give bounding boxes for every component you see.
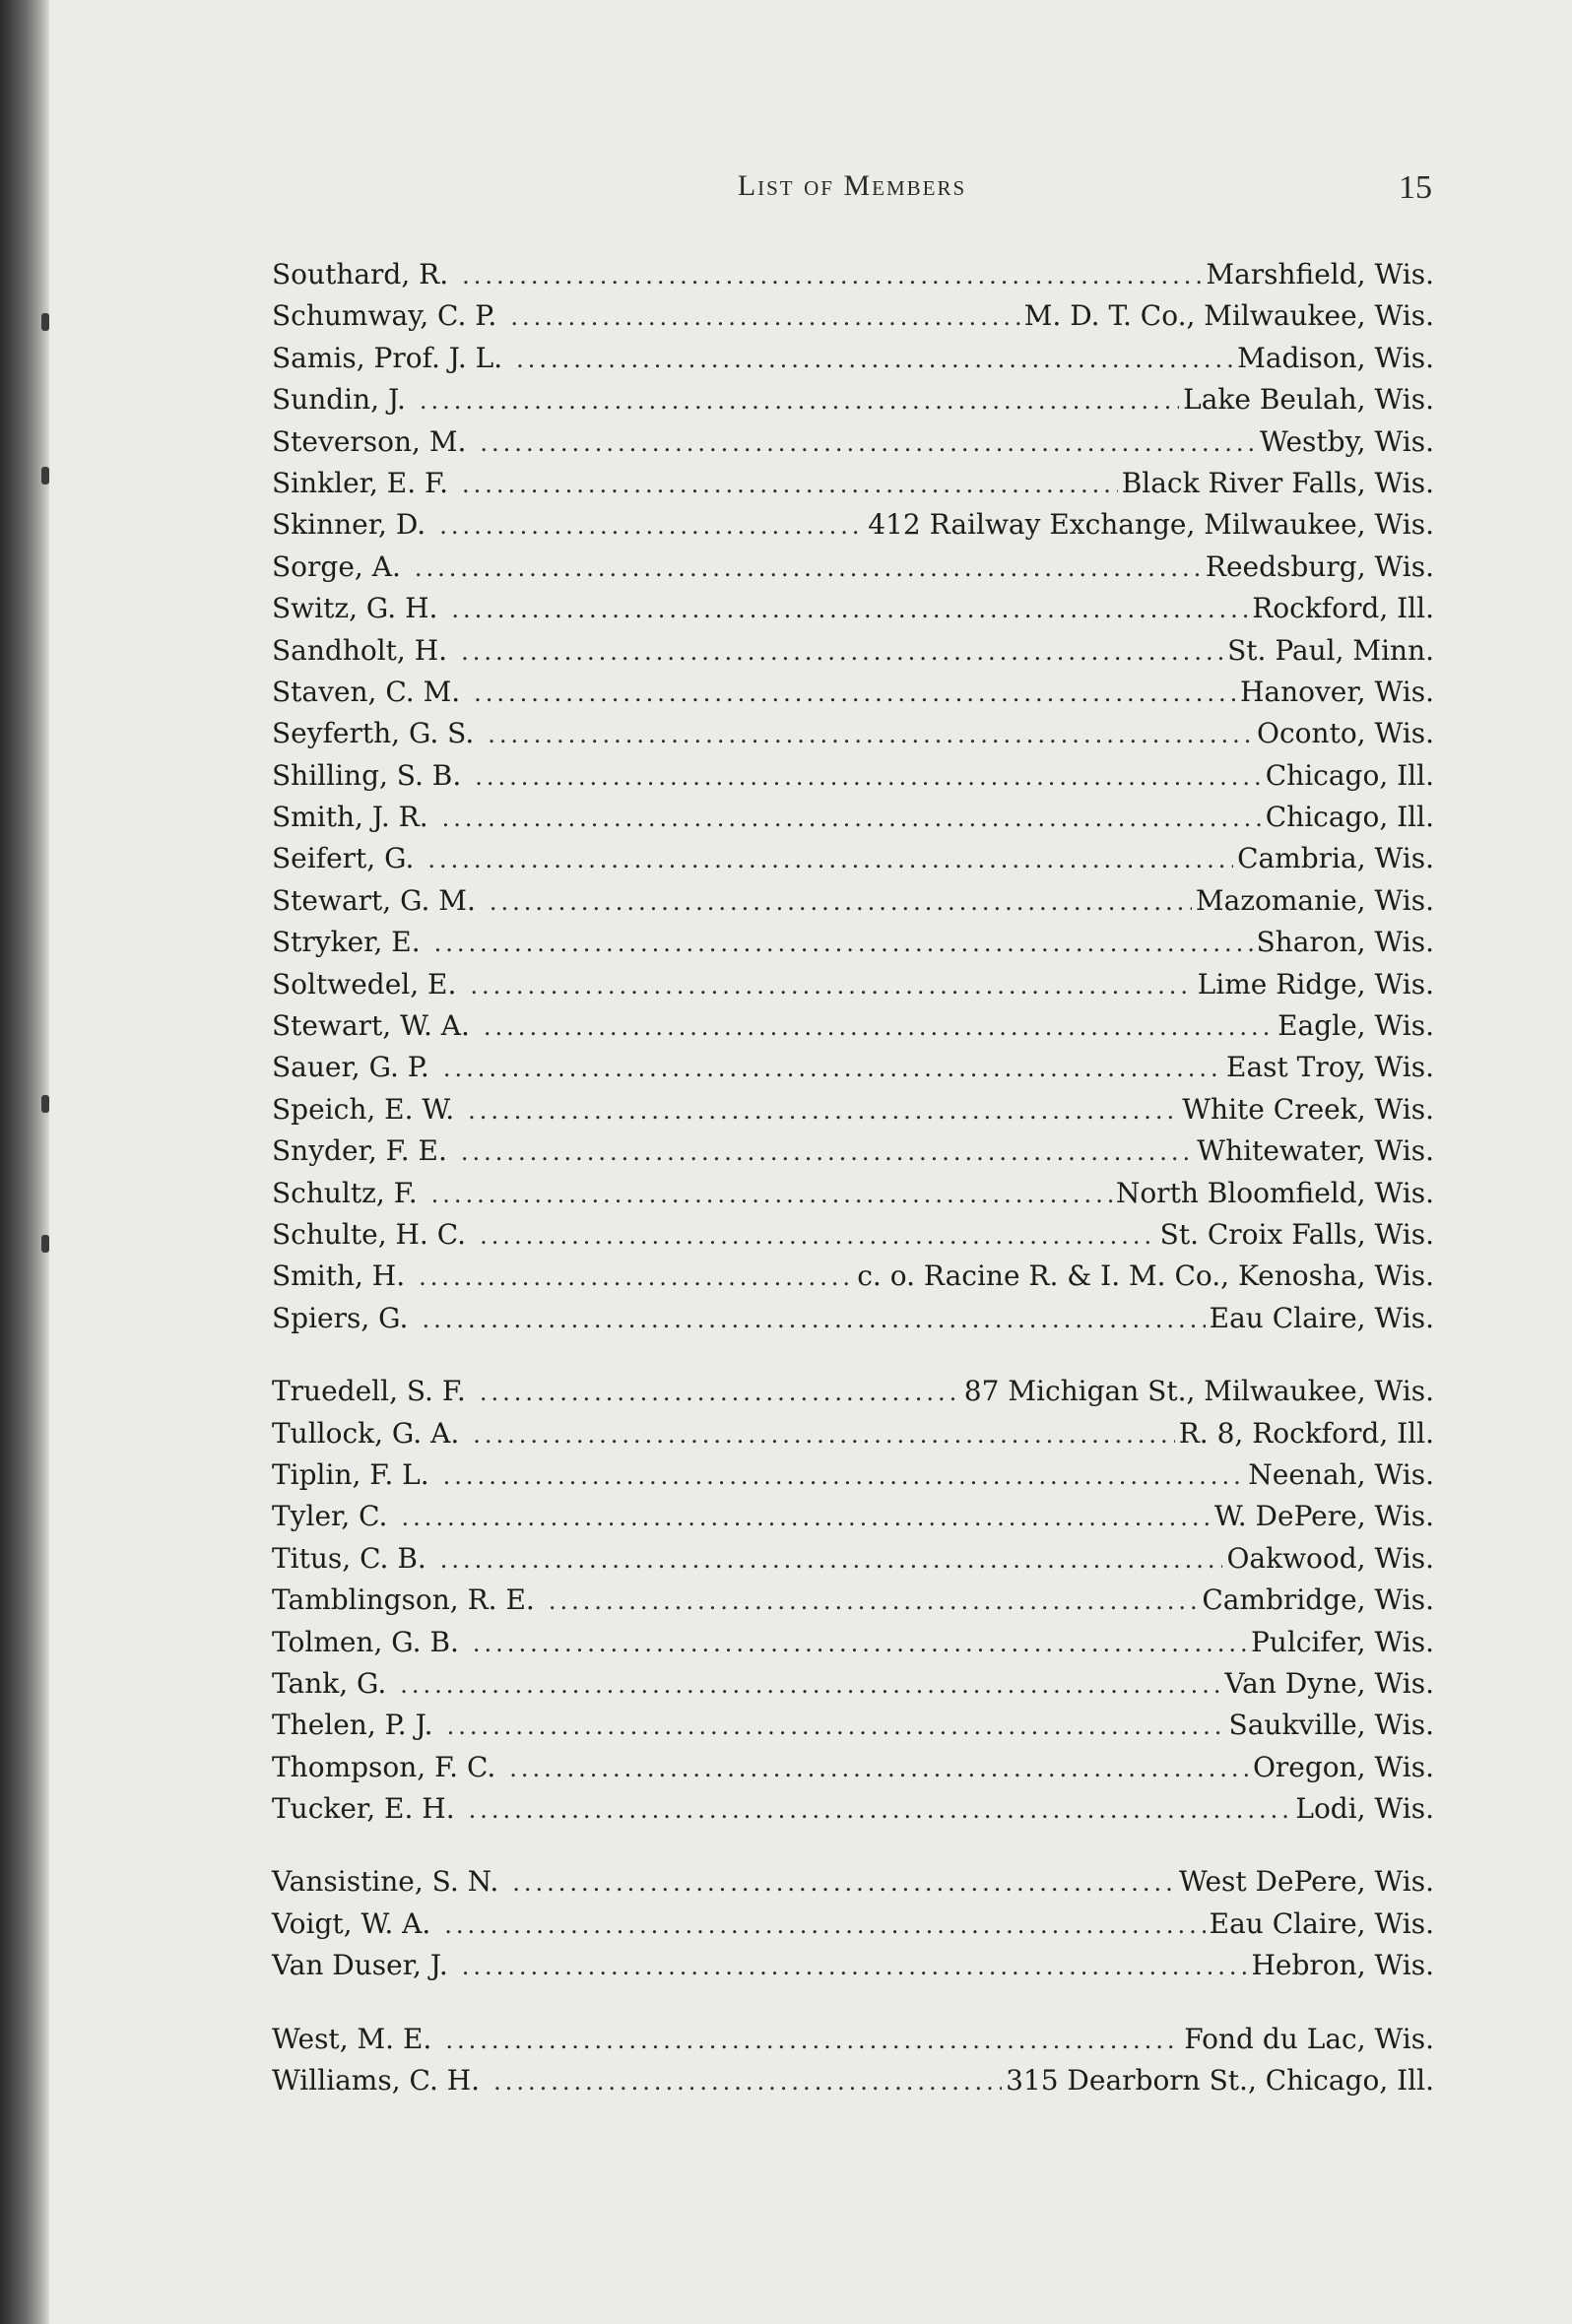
- dot-leader: [401, 1497, 1210, 1538]
- member-name: Sauer, G. P.: [272, 1051, 429, 1084]
- member-name: Sundin, J.: [272, 383, 406, 417]
- member-entry: [272, 1130, 1434, 1172]
- member-entry: [272, 1904, 1434, 1945]
- member-entry: [272, 964, 1434, 1005]
- dot-leader: [473, 1623, 1247, 1664]
- member-address: Westby, Wis.: [1259, 424, 1434, 458]
- member-name: Tolmen, G. B.: [272, 1625, 459, 1658]
- member-address: Eagle, Wis.: [1277, 1009, 1434, 1043]
- member-entry: [272, 1173, 1434, 1214]
- member-entry: [272, 630, 1434, 672]
- member-entry: [272, 838, 1434, 879]
- member-address: West DePere, Wis.: [1178, 1865, 1434, 1899]
- member-entry: [272, 588, 1434, 629]
- binding-stitch: [41, 1235, 49, 1253]
- member-address: Marshfield, Wis.: [1206, 258, 1434, 290]
- dot-leader: [451, 589, 1248, 630]
- member-name: Stewart, G. M.: [272, 883, 476, 917]
- member-name: Staven, C. M.: [272, 675, 461, 708]
- member-address: Reedsburg, Wis.: [1205, 549, 1434, 583]
- dot-leader: [420, 380, 1179, 421]
- member-name: Samis, Prof. J. L.: [272, 341, 503, 374]
- member-entry: [272, 1663, 1434, 1705]
- member-entry: [272, 547, 1434, 588]
- member-name: Steverson, M.: [272, 424, 467, 458]
- member-name: Williams, C. H.: [272, 2064, 481, 2098]
- member-address: 87 Michigan St., Milwaukee, Wis.: [963, 1375, 1434, 1408]
- member-entry: [272, 1089, 1434, 1130]
- member-entry: [272, 713, 1434, 754]
- member-address: Madison, Wis.: [1237, 341, 1434, 374]
- member-name: Schultz, F.: [272, 1176, 418, 1209]
- member-entry: [272, 1580, 1434, 1621]
- dot-leader: [462, 464, 1118, 505]
- dot-leader: [445, 2020, 1180, 2061]
- dot-leader: [474, 673, 1236, 714]
- member-entry: [272, 463, 1434, 504]
- member-name: Van Duser, J.: [272, 1949, 448, 1982]
- member-address: Whitewater, Wis.: [1197, 1134, 1434, 1168]
- member-address: Lake Beulah, Wis.: [1183, 383, 1434, 417]
- dot-leader: [462, 1946, 1248, 1987]
- member-entry: [272, 672, 1434, 713]
- member-address: White Creek, Wis.: [1182, 1092, 1434, 1126]
- dot-leader: [443, 1048, 1222, 1089]
- member-name: Schumway, C. P.: [272, 299, 497, 333]
- member-address: Saukville, Wis.: [1228, 1709, 1434, 1742]
- member-entry: [272, 797, 1434, 838]
- member-name: Speich, E. W.: [272, 1092, 455, 1126]
- dot-leader: [447, 1706, 1225, 1747]
- member-address: Hebron, Wis.: [1251, 1949, 1434, 1982]
- member-group: [272, 1861, 1434, 1986]
- dot-leader: [549, 1581, 1199, 1622]
- member-entry: [272, 1747, 1434, 1788]
- member-name: Seyferth, G. S.: [272, 717, 475, 750]
- dot-leader: [480, 422, 1256, 464]
- dot-leader: [488, 714, 1253, 755]
- dot-leader: [493, 2061, 1002, 2102]
- member-name: Tyler, C.: [272, 1500, 388, 1533]
- member-address: R. 8, Rockford, Ill.: [1178, 1416, 1434, 1450]
- member-address: Eau Claire, Wis.: [1209, 1906, 1434, 1940]
- member-entry: [272, 254, 1434, 295]
- dot-leader: [440, 1539, 1223, 1581]
- member-entry: [272, 1413, 1434, 1454]
- dot-leader: [461, 631, 1223, 673]
- member-entry: [272, 1705, 1434, 1746]
- member-address: Fond du Lac, Wis.: [1184, 2022, 1434, 2055]
- member-entry: [272, 295, 1434, 337]
- member-address: East Troy, Wis.: [1226, 1051, 1434, 1084]
- binding-stitch: [41, 467, 49, 484]
- dot-leader: [431, 1174, 1112, 1215]
- dot-leader: [400, 1664, 1220, 1706]
- member-entry: [272, 2060, 1434, 2101]
- member-entry: [272, 1256, 1434, 1297]
- member-name: Tiplin, F. L.: [272, 1457, 429, 1491]
- dot-leader: [480, 1372, 960, 1413]
- member-name: Thelen, P. J.: [272, 1709, 433, 1742]
- member-group: [272, 1371, 1434, 1830]
- dot-leader: [469, 1789, 1292, 1831]
- member-name: Southard, R.: [272, 258, 449, 290]
- member-group: [272, 2019, 1434, 2102]
- page-number: 15: [1399, 169, 1432, 206]
- member-entry: [272, 1945, 1434, 1986]
- member-address: Oakwood, Wis.: [1226, 1541, 1434, 1575]
- member-address: 315 Dearborn St., Chicago, Ill.: [1006, 2064, 1434, 2098]
- member-address: Mazomanie, Wis.: [1195, 883, 1434, 917]
- member-address: St. Paul, Minn.: [1227, 633, 1434, 667]
- member-entry: [272, 1861, 1434, 1903]
- member-name: Vansistine, S. N.: [272, 1865, 499, 1899]
- dot-leader: [434, 923, 1253, 964]
- member-entry: [272, 1371, 1434, 1412]
- member-name: Spiers, G.: [272, 1301, 409, 1334]
- member-name: Sinkler, E. F.: [272, 466, 448, 499]
- member-entry: [272, 421, 1434, 463]
- member-address: Eau Claire, Wis.: [1209, 1301, 1434, 1334]
- member-address: Sharon, Wis.: [1256, 926, 1434, 959]
- member-entry: [272, 1047, 1434, 1088]
- dot-leader: [419, 1257, 853, 1298]
- dot-leader: [490, 881, 1192, 923]
- member-name: Tullock, G. A.: [272, 1416, 460, 1450]
- member-address: Lodi, Wis.: [1295, 1792, 1434, 1826]
- member-entry: [272, 1622, 1434, 1663]
- member-address: Pulcifer, Wis.: [1250, 1625, 1434, 1658]
- member-name: Schulte, H. C.: [272, 1217, 467, 1251]
- member-name: Switz, G. H.: [272, 592, 438, 625]
- member-address: Hanover, Wis.: [1239, 675, 1434, 708]
- member-name: Smith, H.: [272, 1259, 406, 1293]
- book-binding-edge: [0, 0, 49, 2324]
- member-entry: [272, 2019, 1434, 2060]
- dot-leader: [473, 1414, 1174, 1455]
- dot-leader: [512, 1862, 1175, 1904]
- dot-leader: [461, 1131, 1193, 1173]
- member-entry: [272, 880, 1434, 922]
- member-name: Tank, G.: [272, 1666, 387, 1700]
- member-address: 412 Railway Exchange, Milwaukee, Wis.: [868, 508, 1434, 542]
- member-name: Titus, C. B.: [272, 1541, 426, 1575]
- dot-leader: [468, 1090, 1178, 1131]
- dot-leader: [442, 798, 1262, 839]
- member-name: Tamblingson, R. E.: [272, 1583, 535, 1617]
- member-name: Stryker, E.: [272, 926, 421, 959]
- member-name: Stewart, W. A.: [272, 1009, 470, 1043]
- dot-leader: [443, 1455, 1245, 1497]
- dot-leader: [509, 1748, 1249, 1789]
- member-address: Neenah, Wis.: [1248, 1457, 1434, 1491]
- dot-leader: [422, 1299, 1205, 1340]
- member-name: Shilling, S. B.: [272, 758, 462, 792]
- member-address: North Bloomfield, Wis.: [1115, 1176, 1434, 1209]
- member-name: Skinner, D.: [272, 508, 426, 542]
- member-address: Rockford, Ill.: [1252, 592, 1434, 625]
- binding-stitch: [41, 313, 49, 331]
- member-entry: [272, 338, 1434, 379]
- dot-leader: [516, 339, 1233, 380]
- page-header: [272, 169, 1432, 213]
- member-name: Sandholt, H.: [272, 633, 448, 667]
- member-entry: [272, 504, 1434, 546]
- member-name: Voigt, W. A.: [272, 1906, 431, 1940]
- dot-leader: [484, 1006, 1274, 1048]
- member-address: Oconto, Wis.: [1257, 717, 1434, 750]
- member-address: St. Croix Falls, Wis.: [1159, 1217, 1434, 1251]
- member-address: Chicago, Ill.: [1265, 758, 1434, 792]
- member-name: Sorge, A.: [272, 549, 401, 583]
- member-address: Lime Ridge, Wis.: [1197, 967, 1434, 1001]
- member-address: Van Dyne, Wis.: [1224, 1666, 1434, 1700]
- member-name: Snyder, F. E.: [272, 1134, 447, 1168]
- member-entry: [272, 755, 1434, 797]
- dot-leader: [439, 505, 864, 547]
- member-name: Tucker, E. H.: [272, 1792, 455, 1826]
- member-address: Cambria, Wis.: [1237, 842, 1434, 875]
- member-entry: [272, 1788, 1434, 1830]
- member-name: Truedell, S. F.: [272, 1375, 466, 1408]
- member-name: Thompson, F. C.: [272, 1750, 496, 1783]
- dot-leader: [444, 1904, 1205, 1946]
- member-name: Soltwedel, E.: [272, 967, 457, 1001]
- member-entry: [272, 922, 1434, 963]
- member-entry: [272, 1005, 1434, 1047]
- member-entry: [272, 1538, 1434, 1580]
- dot-leader: [510, 296, 1019, 338]
- member-entry: [272, 1496, 1434, 1537]
- member-name: West, M. E.: [272, 2022, 432, 2055]
- dot-leader: [427, 839, 1233, 880]
- member-name: Seifert, G.: [272, 842, 415, 875]
- member-entry: [272, 1298, 1434, 1339]
- member-address: Oregon, Wis.: [1252, 1750, 1434, 1783]
- dot-leader: [415, 548, 1202, 589]
- member-name: Smith, J. R.: [272, 801, 428, 834]
- dot-leader: [470, 965, 1193, 1006]
- binding-stitch: [41, 1095, 49, 1113]
- dot-leader: [462, 255, 1202, 296]
- member-address: Black River Falls, Wis.: [1121, 466, 1434, 499]
- member-entry: [272, 379, 1434, 420]
- member-address: c. o. Racine R. & I. M. Co., Kenosha, Wis.: [857, 1259, 1434, 1293]
- member-group: [272, 254, 1434, 1339]
- member-address: M. D. T. Co., Milwaukee, Wis.: [1023, 299, 1434, 333]
- running-title: List of Members: [737, 169, 967, 202]
- dot-leader: [475, 756, 1261, 798]
- member-address: Cambridge, Wis.: [1202, 1583, 1434, 1617]
- dot-leader: [480, 1215, 1156, 1257]
- member-address: W. DePere, Wis.: [1213, 1500, 1434, 1533]
- member-list: [272, 254, 1434, 2133]
- member-entry: [272, 1454, 1434, 1496]
- member-address: Chicago, Ill.: [1265, 801, 1434, 834]
- member-entry: [272, 1214, 1434, 1256]
